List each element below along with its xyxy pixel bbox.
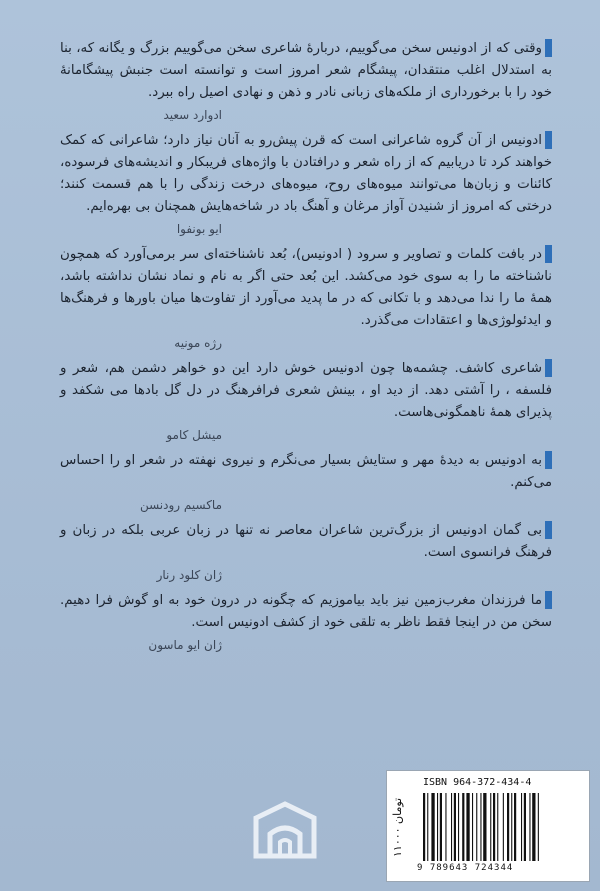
quote-text: ما فرزندان مغرب‌زمین نیز باید بیاموزیم که چگونه در درون خود به او گوش فرا دهیم. سخن من در اینجا فقط ناظر به تلقی خود از کشف ادونیس است. (60, 593, 552, 630)
quote-text: وقتی که از ادونیس سخن می‌گوییم، دربارهٔ شاعری سخن می‌گوییم بزرگ و یگانه که، بنا به استدلال اغلب منتقدان، پیشگام شعر امروز است و توانسته است جنبش پیشگامانهٔ خود را با برخورداری از ملکه‌های زبانی نادر و ذهن و نهادی اصیل راه ببرد. (60, 41, 552, 100)
quote-author: میشل کامو (166, 428, 222, 442)
quote-block (60, 244, 552, 352)
price-label: ۱۱۰۰۰ تومان (391, 797, 404, 857)
quote-author: ماکسیم رودنسن (139, 498, 222, 512)
quote-mark (545, 591, 552, 609)
quote-block (60, 130, 552, 238)
quote-author: ژان کلود رنار (156, 568, 222, 582)
quote-author: ژان ایو ماسون (148, 638, 222, 652)
quote-text: ادونیس از آن گروه شاعرانی است که قرن پیش‌رو به آنان نیاز دارد؛ شاعرانی که کمک خواهند کرد تا دریابیم که از راه شعر و درافتادن با واژه‌های فریبکار و اندیشه‌های فرسوده، کائنات و زبان‌ها می‌توانند میوه‌های روح، میوه‌های درخت زندگی را با هم قسمت کنند؛ درختی که امروز از شنیدن آواز مرغان و آهنگ باد در شاخه‌هایش همچنان بی بهره‌ایم. (60, 133, 552, 214)
quote-text: به ادونیس به دیدهٔ مهر و ستایش بسیار می‌نگرم و نیروی نهفته در شعر او را احساس می‌کنم. (60, 453, 552, 490)
quote-text: شاعری کاشف. چشمه‌ها چون ادونیس خوش دارد این دو خواهر دشمن هم، شعر و فلسفه ، را آشتی دهد. از دید او ، بینش شعری فرافرهنگ در دل گل بادها می شکفد و پذیرای همهٔ ناهمگونی‌هاست. (60, 361, 552, 420)
quote-mark (545, 245, 552, 263)
quote-block (60, 358, 552, 444)
quote-mark (545, 131, 552, 149)
quote-mark (545, 451, 552, 469)
barcode-icon (421, 793, 581, 861)
quote-mark (545, 521, 552, 539)
quote-block (60, 450, 552, 514)
quote-block (60, 520, 552, 584)
quote-block (60, 38, 552, 124)
quotes-section (60, 38, 552, 660)
quote-author: ادوارد سعید (163, 108, 222, 122)
quote-mark (545, 359, 552, 377)
quote-text: بی گمان ادونیس از بزرگ‌ترین شاعران معاصر نه تنها در زبان عربی بلکه در زبان و فرهنگ فرانسوی است. (60, 523, 552, 560)
quote-text: در بافت کلمات و تصاویر و سرود ( ادونیس)، بُعد ناشناخته‌ای سر برمی‌آورد که همچون ناشناخته ما را به سوی خود می‌کشد. این بُعد حتی اگر به نام و نماد نشان نداشته باشد، همهٔ ما را ندا می‌دهد و با تکانی که در ما پدید می‌آورد از تفاوت‌ها میان باورها و فرهنگ‌ها و ایدئولوژی‌ها و اعتقادات می‌گذرد. (60, 247, 552, 328)
publisher-logo-icon (250, 800, 320, 860)
barcode-panel (386, 770, 590, 882)
isbn-label: ISBN 964-372-434-4 (423, 777, 532, 788)
quote-author: ایو بونفوا (176, 222, 222, 236)
quote-author: رژه مونیه (174, 336, 222, 350)
quote-block (60, 590, 552, 654)
quote-mark (545, 39, 552, 57)
barcode-digits: 9 789643 724344 (417, 863, 514, 873)
